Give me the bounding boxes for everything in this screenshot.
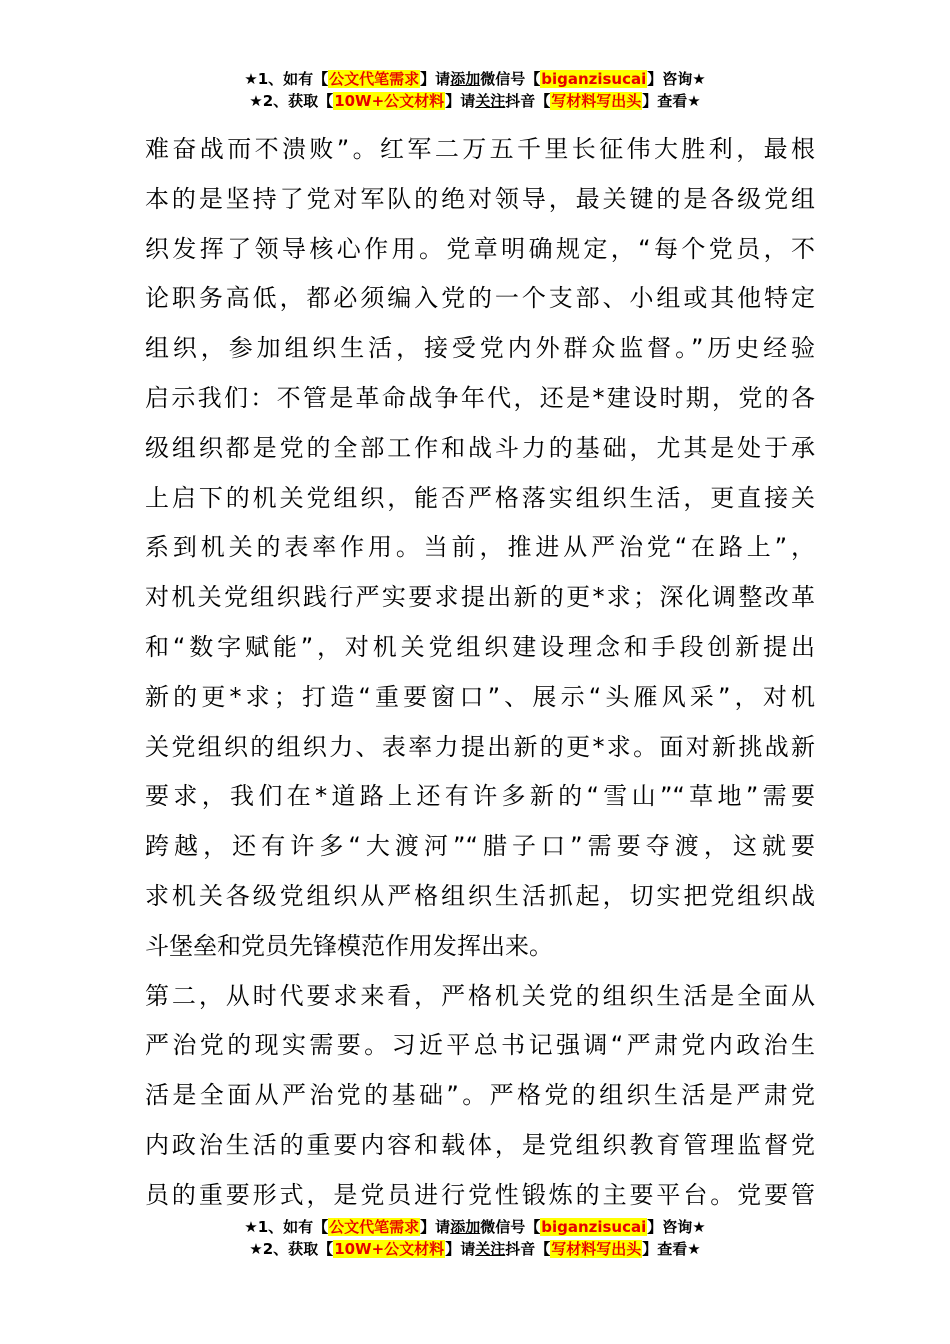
highlight-materials: 10W+公文材料 [334,92,445,110]
banner-text: 】请 [445,92,476,110]
banner-text: 】查看★ [642,1240,701,1258]
highlight-wechat-id: biganzisucai [541,70,647,88]
body-line: 组织，参加组织生活，接受党内外群众监督。”历史经验 [145,334,815,363]
banner-text: 微信号【 [480,1218,541,1236]
banner-text: ★1、如有【 [244,1218,329,1236]
body-line-paragraph-end: 斗堡垒和党员先锋模范作用发挥出来。 [145,931,553,960]
body-line: 活是全面从严治党的基础”。严格党的组织生活是严肃党 [145,1081,815,1110]
underlined-word: 添加 [450,70,481,88]
banner-line-1 [0,1216,950,1238]
body-line: 员的重要形式，是党员进行党性锻炼的主要平台。党要管 [145,1180,815,1209]
banner-line-2 [0,90,950,112]
highlight-wechat-id: biganzisucai [541,1218,647,1236]
body-line-section-heading: 第二，从时代要求来看，严格机关党的组织生活是全面从 [145,981,815,1010]
body-line: 要求，我们在*道路上还有许多新的“雪山”“草地”需要 [145,782,815,811]
highlight-materials: 10W+公文材料 [334,1240,445,1258]
banner-text: ★2、获取【 [249,92,334,110]
body-line: 论职务高低，都必须编入党的一个支部、小组或其他特定 [145,284,815,313]
body-line: 上启下的机关党组织，能否严格落实组织生活，更直接关 [145,483,815,512]
highlight-service: 公文代笔需求 [329,70,420,88]
body-line: 求机关各级党组织从严格组织生活抓起，切实把党组织战 [145,881,815,910]
banner-text: ★2、获取【 [249,1240,334,1258]
banner-text: 】请 [420,70,451,88]
banner-text: ★1、如有【 [244,70,329,88]
body-line: 关党组织的组织力、表率力提出新的更*求。面对新挑战新 [145,732,815,761]
banner-text: 】请 [420,1218,451,1236]
banner-text: 】查看★ [642,92,701,110]
body-line: 新的更*求；打造“重要窗口”、展示“头雁风采”，对机 [145,682,815,711]
banner-text: 】请 [445,1240,476,1258]
body-line: 启示我们：不管是革命战争年代，还是*建设时期，党的各 [145,383,815,412]
body-line: 级组织都是党的全部工作和战斗力的基础，尤其是处于承 [145,433,815,462]
body-line: 跨越，还有许多“大渡河”“腊子口”需要夺渡，这就要 [145,832,815,861]
header-banner [0,68,950,112]
body-line: 难奋战而不溃败”。红军二万五千里长征伟大胜利，最根 [145,135,815,163]
underlined-word: 关注 [475,1240,506,1258]
body-line: 严治党的现实需要。习近平总书记强调“严肃党内政治生 [145,1031,815,1060]
underlined-word: 添加 [450,1218,481,1236]
body-line: 织发挥了领导核心作用。党章明确规定，“每个党员，不 [145,234,815,263]
body-line: 系到机关的表率作用。当前，推进从严治党“在路上”， [145,533,815,562]
highlight-douyin-account: 写材料写出头 [551,1240,642,1258]
highlight-service: 公文代笔需求 [329,1218,420,1236]
body-line: 对机关党组织践行严实要求提出新的更*求；深化调整改革 [145,583,815,612]
banner-text: 微信号【 [480,70,541,88]
highlight-douyin-account: 写材料写出头 [551,92,642,110]
banner-line-1 [0,68,950,90]
banner-text: 】咨询★ [647,1218,706,1236]
body-line: 和“数字赋能”，对机关党组织建设理念和手段创新提出 [145,632,815,661]
banner-line-2 [0,1238,950,1260]
underlined-word: 关注 [475,92,506,110]
body-line: 本的是坚持了党对军队的绝对领导，最关键的是各级党组 [145,184,815,213]
banner-text: 抖音【 [505,1240,551,1258]
banner-text: 】咨询★ [647,70,706,88]
document-body [145,125,815,1221]
footer-banner [0,1216,950,1260]
banner-text: 抖音【 [505,92,551,110]
body-line: 内政治生活的重要内容和载体，是党组织教育管理监督党 [145,1130,815,1159]
